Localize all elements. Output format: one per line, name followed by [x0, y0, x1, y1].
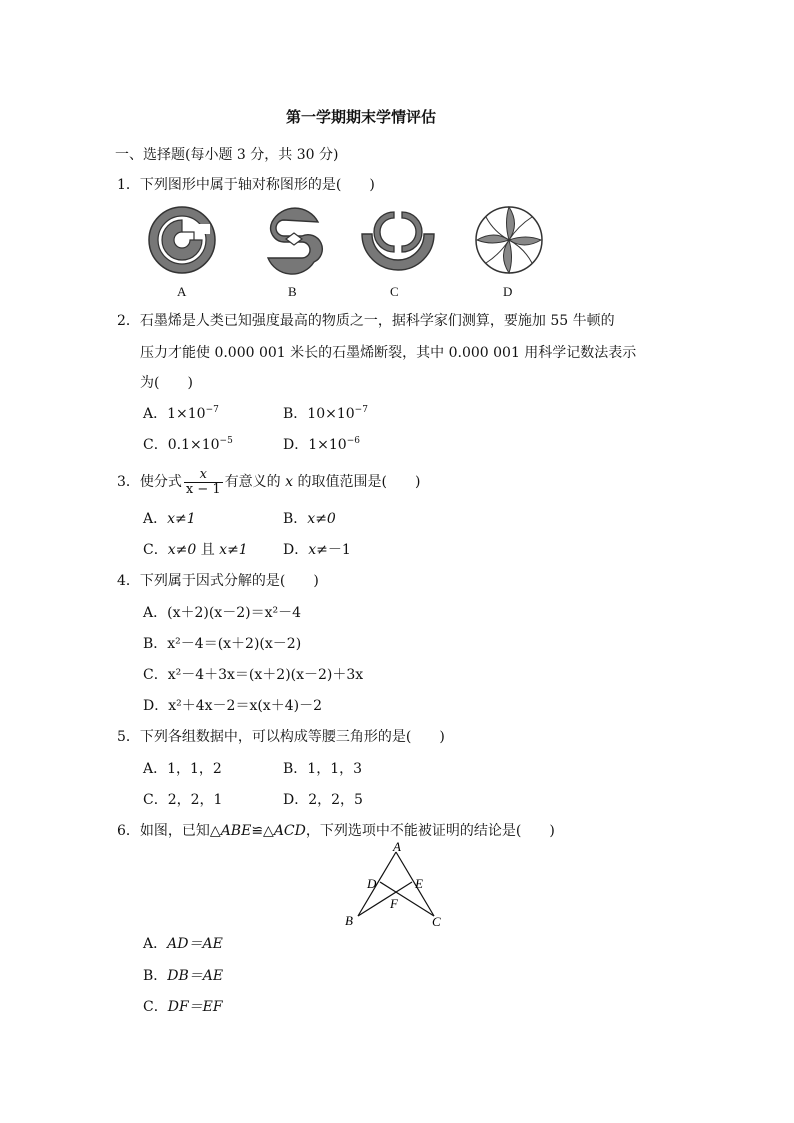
fig-label-c: C	[432, 914, 441, 929]
q6-option-c: C．DF＝EF	[143, 999, 223, 1015]
q6-option-b: B．DB＝AE	[143, 968, 224, 984]
q1-figure-b	[258, 206, 328, 274]
q6-triangle-figure	[342, 839, 446, 932]
q1-label-c: C	[390, 284, 399, 299]
q3-option-b: B．x≠0	[283, 511, 336, 527]
q1-figure-d	[474, 206, 544, 274]
fig-label-b: B	[345, 913, 353, 928]
q3-option-a: A．x≠1	[143, 511, 196, 527]
q4-option-d: D．x²＋4x－2＝x(x＋4)－2	[143, 698, 322, 714]
page-title: 第一学期期末学情评估	[286, 108, 437, 126]
q4-option-b: B．x²－4＝(x＋2)(x－2)	[143, 636, 302, 652]
q1-figure-c	[358, 206, 438, 272]
q3-option-c: C．x≠0 且 x≠1	[143, 542, 248, 558]
q6-option-a: A．AD＝AE	[143, 936, 223, 952]
q2-option-d: D．$1\times 10^{-6}$	[283, 436, 360, 453]
fig-label-f: F	[390, 896, 398, 911]
q1-stem: 1．下列图形中属于轴对称图形的是( )	[117, 177, 375, 193]
segment-cd	[380, 882, 434, 916]
q2-stem-line3: 为( )	[140, 375, 193, 391]
q5-option-c: C．2，2，1	[143, 792, 223, 808]
q4-option-c: C．x²－4＋3x＝(x＋2)(x－2)＋3x	[143, 667, 364, 683]
fig-label-a: A	[393, 839, 401, 854]
q2-stem-line1: 2．石墨烯是人类已知强度最高的物质之一，据科学家们测算，要施加 55 牛顿的	[117, 313, 615, 329]
section-heading: 一、选择题(每小题 3 分，共 30 分)	[115, 147, 339, 163]
fig-label-d: D	[367, 876, 377, 891]
q1-label-b: B	[288, 284, 297, 299]
q4-option-a: A．(x＋2)(x－2)＝x²－4	[143, 605, 301, 621]
q3-stem: 3．使分式 $\frac{x}{x - 1}$ 有意义的 x 的取值范围是( )	[117, 466, 421, 497]
q4-stem: 4．下列属于因式分解的是( )	[117, 573, 319, 589]
q6-stem: 6．如图，已知△ABE≌△ACD，下列选项中不能被证明的结论是( )	[117, 823, 555, 839]
q2-option-a: A．$1\times 10^{-7}$	[143, 405, 219, 422]
q3-option-d: D．x≠－1	[283, 542, 351, 558]
q5-stem: 5．下列各组数据中，可以构成等腰三角形的是( )	[117, 729, 445, 745]
fig-label-e: E	[415, 876, 423, 891]
q5-option-a: A．1，1，2	[143, 761, 222, 777]
q2-stem-line2: 压力才能使 0.000 001 米长的石墨烯断裂，其中 0.000 001 用科学记数法表示	[140, 345, 637, 361]
q2-option-c: C．$0.1\times 10^{-5}$	[143, 436, 233, 453]
q2-option-b: B．$10\times 10^{-7}$	[283, 405, 368, 422]
q1-label-d: D	[503, 284, 513, 299]
q3-fraction: $\frac{x}{x - 1}$	[185, 466, 221, 497]
q1-figure-a	[146, 206, 218, 274]
q5-option-b: B．1，1，3	[283, 761, 363, 777]
q1-label-a: A	[177, 284, 187, 299]
q5-option-d: D．2，2，5	[283, 792, 363, 808]
